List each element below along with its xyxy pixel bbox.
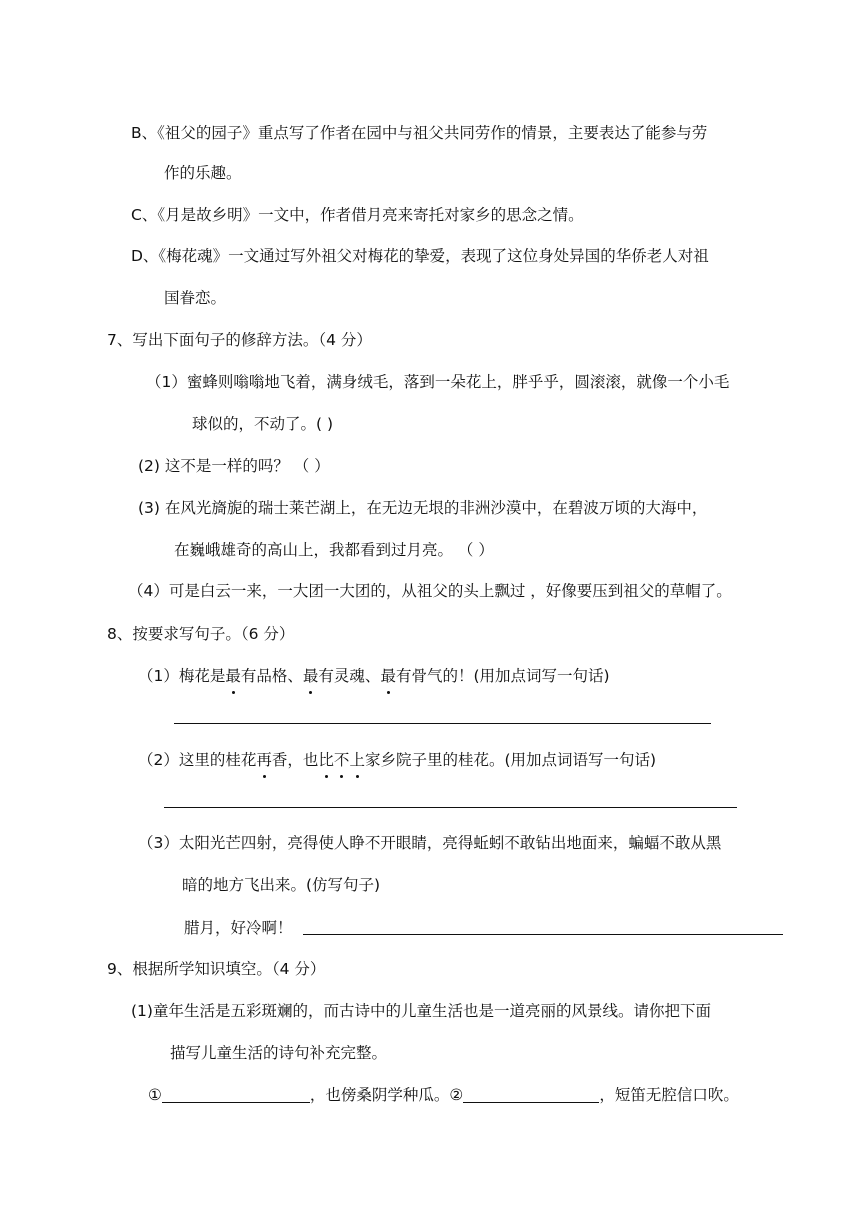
q8-item3-line-1: （3）太阳光芒四射，亮得使人睁不开眼睛，亮得蚯蚓不敢钻出地面来，蝙蝠不敢从黑 (138, 834, 722, 852)
q8-item1-pre: （1）梅花是 (138, 667, 226, 685)
option-b-line-1: B、《祖父的园子》重点写了作者在园中与祖父共同劳作的情景，主要表达了能参与劳 (131, 124, 708, 142)
q9-item1-line-1: (1)童年生活是五彩斑斓的，而古诗中的儿童生活也是一道亮丽的风景线。请你把下面 (131, 1002, 711, 1020)
q9-poem-text-2: ，短笛无腔信口吹。 (599, 1086, 739, 1104)
q8-item3-prompt: 腊月，好冷啊！ (184, 919, 293, 937)
q8-item2-post: 家乡院子里的桂花。(用加点词语写一句话) (364, 751, 657, 769)
option-d-line-2: 国眷恋。 (164, 289, 227, 307)
q9-blank-1-marker: ① (148, 1086, 162, 1104)
option-c-line-1: C、《月是故乡明》一文中，作者借月亮来寄托对家乡的思念之情。 (131, 206, 584, 224)
q9-title: 9、根据所学知识填空。（4 分） (107, 960, 326, 978)
q9-poem-line (148, 1084, 739, 1106)
q7-item4-line-1: （4）可是白云一来，一大团一大团的，从祖父的头上飘过 ，好像要压到祖父的草帽了。 (128, 582, 732, 600)
q8-item2-line (138, 749, 656, 771)
emphasis-dot-word: 最 (225, 667, 241, 685)
q8-item3-line-2: 暗的地方飞出来。(仿写句子) (182, 876, 381, 894)
q7-item1-line-2: 球似的，不动了。( ) (192, 415, 334, 433)
q8-item1-line (138, 665, 610, 687)
emphasis-dot-word: 不 (333, 751, 350, 769)
q7-item3-line-1: (3) 在风光旖旎的瑞士莱芒湖上，在无边无垠的非洲沙漠中，在碧波万顷的大海中， (138, 499, 708, 517)
option-b-line-2: 作的乐趣。 (164, 164, 242, 182)
q8-item2-pre: （2）这里的桂花 (138, 751, 257, 769)
q7-item3-line-2: 在巍峨雄奇的高山上，我都看到过月亮。 （ ） (174, 541, 494, 559)
emphasis-dot-word: 最 (380, 667, 396, 685)
q7-item1-line-1: （1）蜜蜂则嗡嗡地飞着，满身绒毛，落到一朵花上，胖乎乎，圆滚滚，就像一个小毛 (146, 373, 730, 391)
q8-item1-mid2: 有灵魂、 (318, 667, 381, 685)
q8-item1-mid1: 有品格、 (240, 667, 303, 685)
q8-item2-mid1: 香，也 (271, 751, 319, 769)
q8-title: 8、按要求写句子。（6 分） (107, 625, 295, 643)
q8-item3-answer-line[interactable] (303, 934, 783, 935)
q8-item2-answer-line[interactable] (164, 807, 737, 808)
q9-blank-2[interactable] (463, 1086, 599, 1103)
emphasis-dot-word: 比 (318, 751, 334, 769)
q9-poem-text-1: ，也傍桑阴学种瓜。 (309, 1086, 450, 1104)
q9-blank-2-marker: ② (449, 1086, 464, 1104)
q9-item1-line-2: 描写儿童生活的诗句补充完整。 (170, 1044, 388, 1062)
q8-item1-post: 有骨气的！(用加点词写一句话) (395, 667, 610, 685)
emphasis-dot-word: 上 (349, 751, 365, 769)
emphasis-dot-word: 再 (256, 751, 272, 769)
q7-item2-line-1: (2) 这不是一样的吗？ （ ） (138, 457, 330, 475)
option-d-line-1: D、《梅花魂》一文通过写外祖父对梅花的挚爱，表现了这位身处异国的华侨老人对祖 (131, 247, 709, 265)
emphasis-dot-word: 最 (302, 667, 319, 685)
q9-blank-1[interactable] (162, 1086, 310, 1103)
q7-title: 7、写出下面句子的修辞方法。（4 分） (107, 331, 372, 349)
q8-item1-answer-line[interactable] (174, 723, 711, 724)
